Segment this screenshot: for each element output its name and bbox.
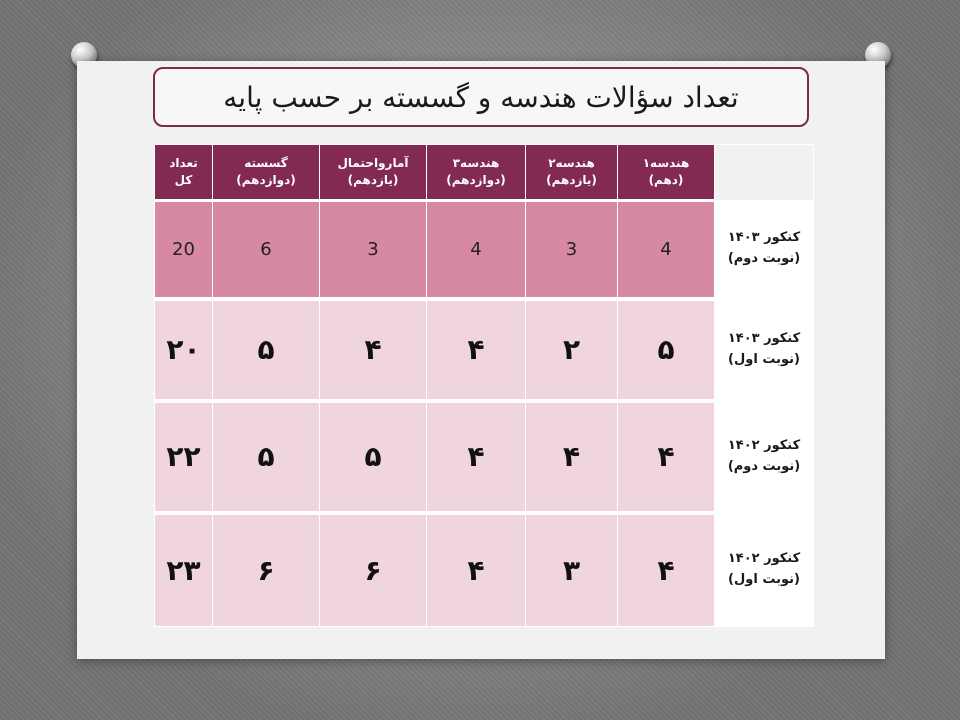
row-label-exam: کنکور ۱۴۰۳: [727, 229, 801, 245]
header-title: هندسه۲: [548, 155, 595, 170]
row-label-session: (نوبت اول): [728, 351, 800, 367]
header-row: [155, 145, 814, 201]
cell-geometry-1: ۵: [618, 299, 715, 401]
header-subtitle: (دهم): [648, 173, 684, 187]
cell-geometry-1: ۴: [618, 513, 715, 627]
row-label-exam: کنکور ۱۴۰۲: [727, 551, 801, 567]
header-title: هندسه۱: [642, 155, 690, 170]
header-total: [155, 145, 213, 201]
header-subtitle: (یازدهم): [546, 173, 597, 187]
cell-statistics: 3: [320, 201, 427, 299]
row-label: [715, 401, 814, 513]
cell-total: 20: [155, 201, 213, 299]
table-row: [155, 201, 814, 299]
cell-geometry-1: ۴: [618, 401, 715, 513]
cell-geometry-3: 4: [427, 201, 526, 299]
cell-geometry-3: ۴: [427, 401, 526, 513]
header-geometry-3: [427, 145, 526, 201]
row-label: [715, 299, 814, 401]
cell-geometry-2: 3: [526, 201, 618, 299]
cell-total: ۲۳: [155, 513, 213, 627]
header-subtitle: کل: [174, 173, 193, 187]
row-label-session: (نوبت اول): [728, 572, 800, 588]
row-label-exam: کنکور ۱۴۰۲: [727, 437, 801, 453]
header-title: گسسته: [244, 155, 288, 170]
table-row: [155, 401, 814, 513]
cell-geometry-1: 4: [618, 201, 715, 299]
cell-total: ۲۲: [155, 401, 213, 513]
header-subtitle: (یازدهم): [347, 173, 399, 187]
table-row: [155, 513, 814, 627]
cell-geometry-2: ۴: [526, 401, 618, 513]
table-row: [155, 299, 814, 401]
cell-statistics: ۵: [320, 401, 427, 513]
row-label: [715, 513, 814, 627]
title-box: [153, 67, 809, 127]
question-count-table: [154, 144, 814, 627]
cell-discrete: ۵: [213, 401, 320, 513]
header-geometry-1: [618, 145, 715, 201]
cell-discrete: ۶: [213, 513, 320, 627]
cell-statistics: ۶: [320, 513, 427, 627]
row-label-exam: کنکور ۱۴۰۳: [727, 330, 801, 346]
cell-geometry-3: ۴: [427, 299, 526, 401]
cell-discrete: 6: [213, 201, 320, 299]
header-title: آمارواحتمال: [337, 155, 409, 170]
header-subtitle: (دوازدهم): [236, 173, 296, 187]
corner-cell: [715, 145, 814, 201]
slide-title: تعداد سؤالات هندسه و گسسته بر حسب پایه: [223, 80, 739, 114]
cell-discrete: ۵: [213, 299, 320, 401]
header-geometry-2: [526, 145, 618, 201]
header-discrete: [213, 145, 320, 201]
header-subtitle: (دوازدهم): [446, 173, 506, 187]
cell-geometry-2: ۳: [526, 513, 618, 627]
row-label-session: (نوبت دوم): [727, 250, 801, 266]
header-statistics: [320, 145, 427, 201]
cell-statistics: ۴: [320, 299, 427, 401]
header-title: تعداد: [169, 155, 198, 170]
header-title: هندسه۳: [452, 155, 500, 170]
row-label: [715, 201, 814, 299]
row-label-session: (نوبت دوم): [727, 458, 801, 474]
cell-geometry-3: ۴: [427, 513, 526, 627]
cell-total: ۲۰: [155, 299, 213, 401]
cell-geometry-2: ۲: [526, 299, 618, 401]
